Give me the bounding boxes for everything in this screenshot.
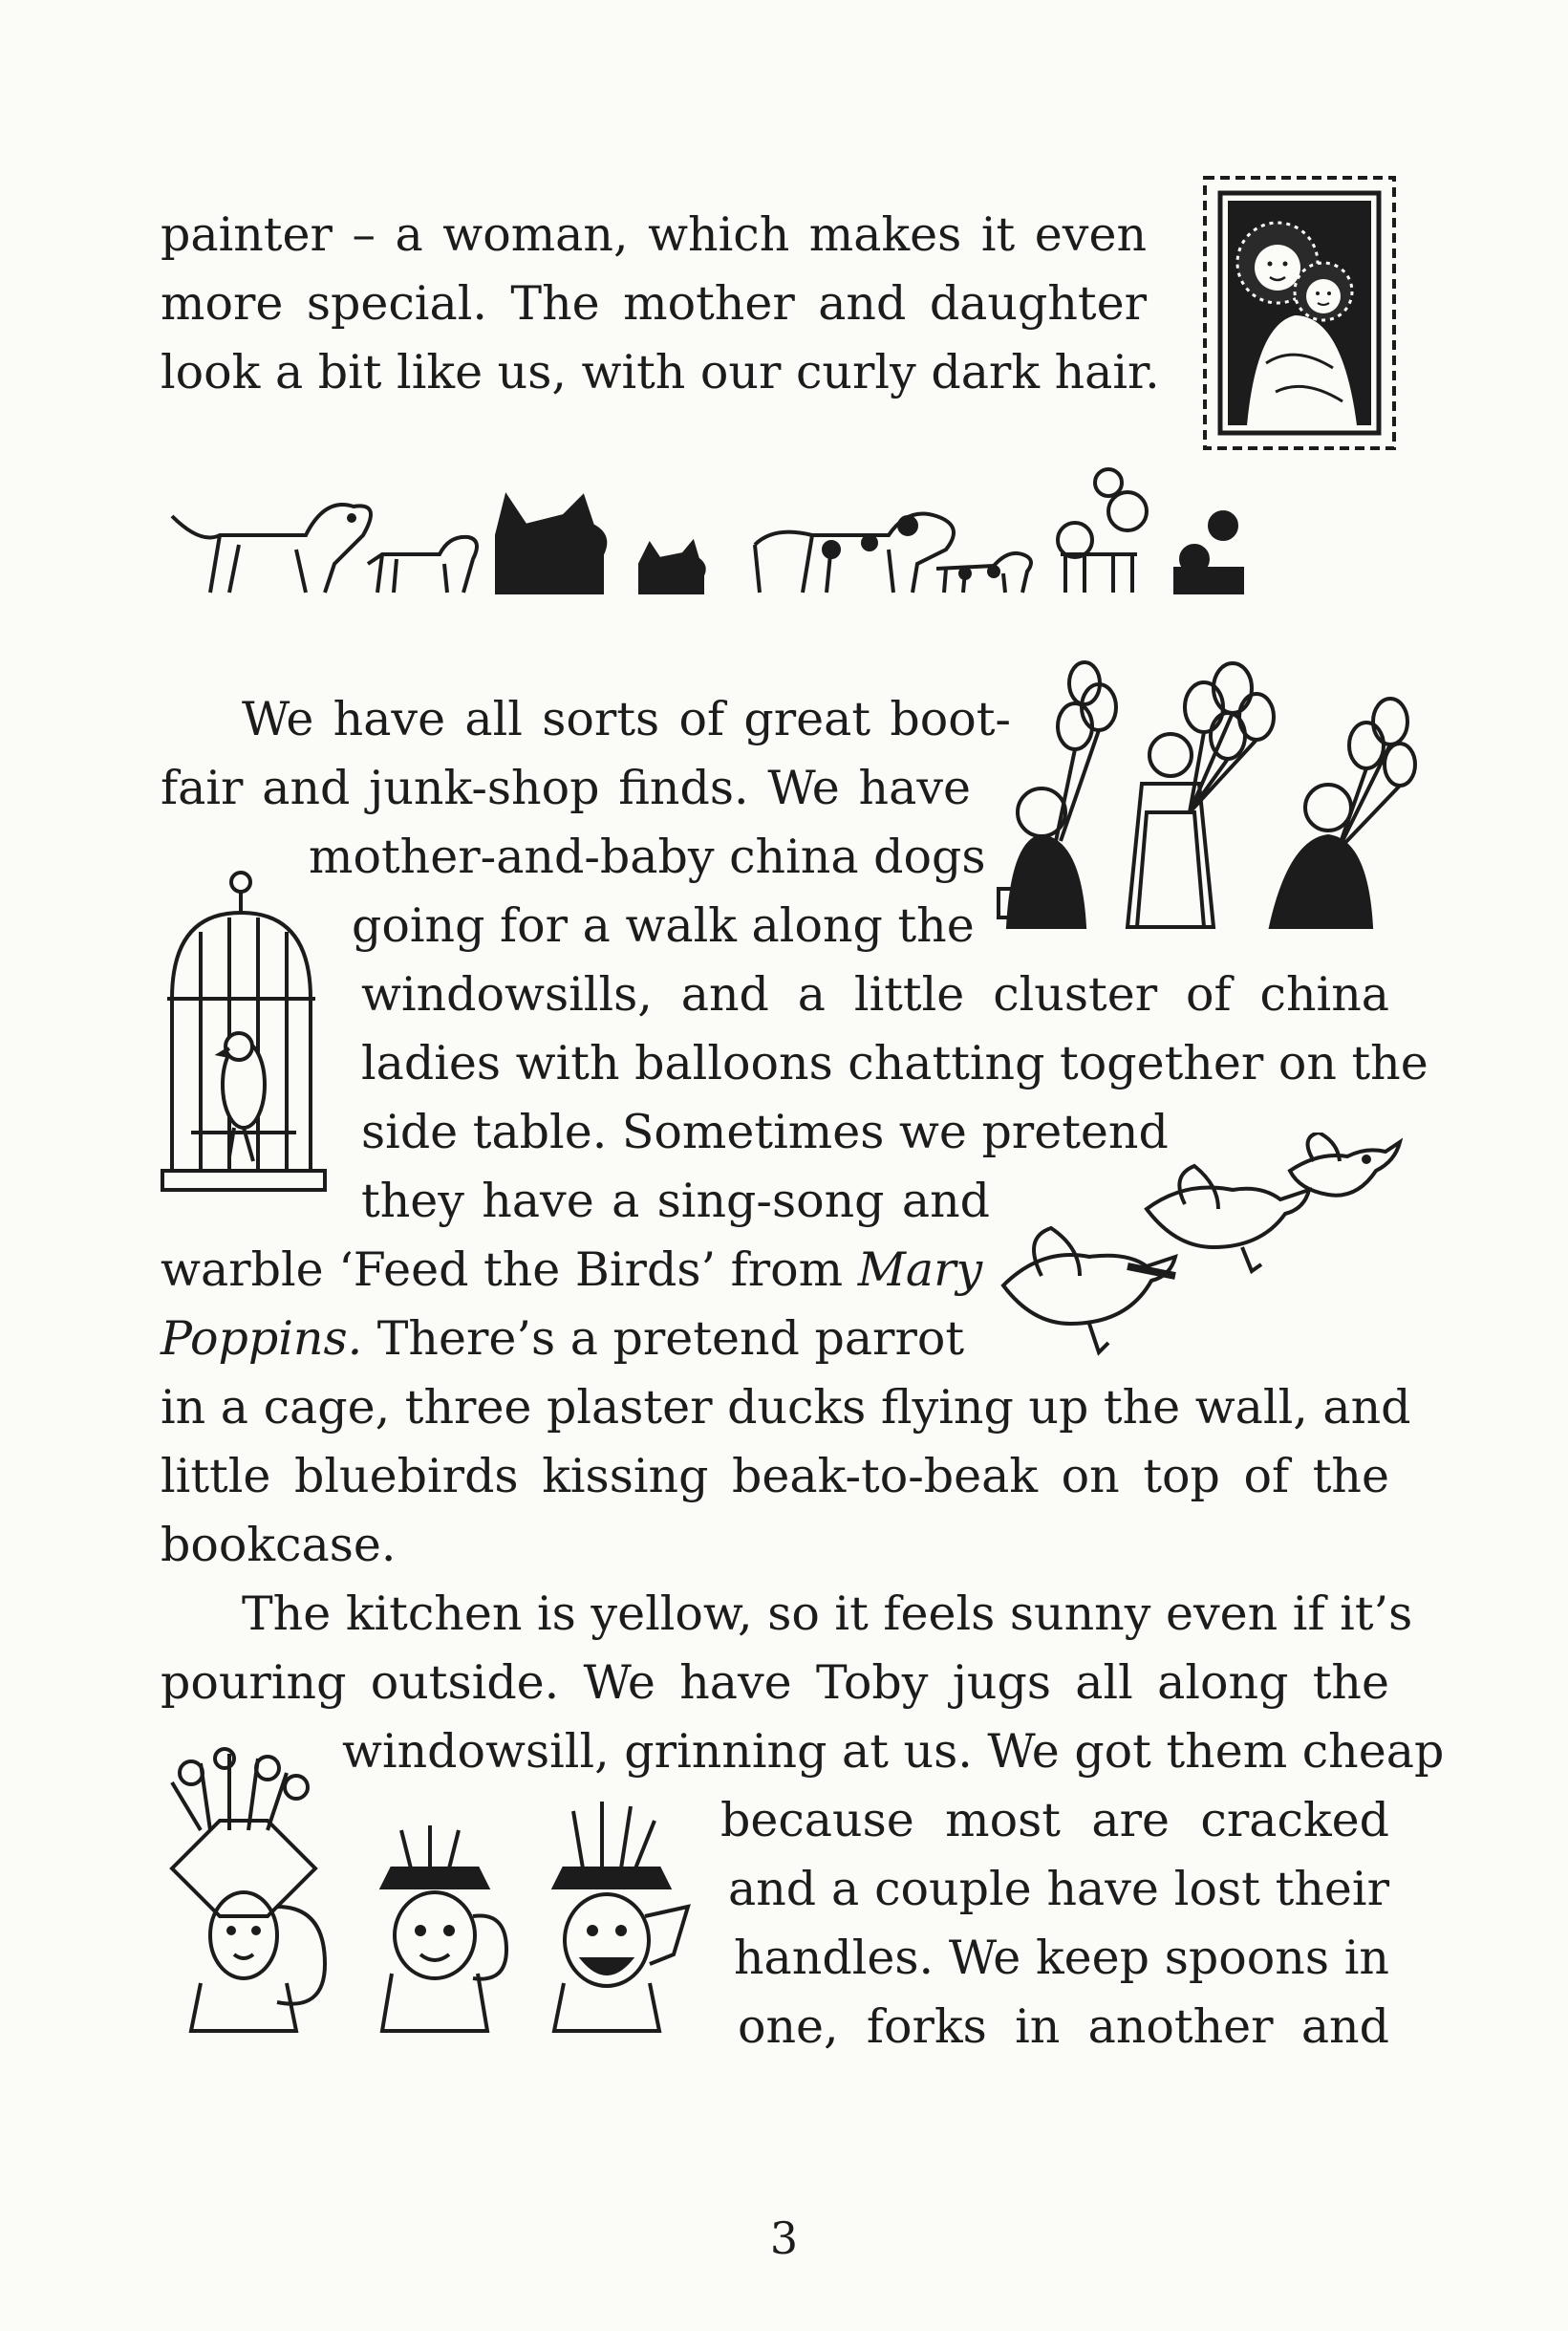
toby-jugs-icon <box>153 1744 698 2050</box>
text-line-16: bookcase. <box>161 1518 397 1572</box>
text-line-9: ladies with balloons chatting together on the <box>361 1036 1428 1090</box>
text-line-23: one, forks in another and <box>738 1999 1389 2054</box>
text-line-13-italic: Poppins. <box>161 1311 363 1366</box>
text-line-20: because most are cracked <box>720 1793 1389 1847</box>
text-line-3: look a bit like us, with our curly dark hair. <box>161 345 1160 399</box>
china-ladies-with-balloons-icon <box>984 650 1424 937</box>
text-line-5: fair and junk-shop finds. We have <box>161 761 971 815</box>
text-line-19: windowsill, grinning at us. We got them cheap <box>342 1724 1445 1779</box>
text-line-17: The kitchen is yellow, so it feels sunny even if it’s <box>242 1586 1413 1641</box>
text-line-13-roman: There’s a pretend parrot <box>376 1311 965 1366</box>
page-number: 3 <box>769 2212 799 2264</box>
text-line-7: going for a walk along the <box>352 898 975 953</box>
text-line-12-roman: warble ‘Feed the Birds’ from <box>161 1242 844 1297</box>
text-line-18: pouring outside. We have Toby jugs all along the <box>161 1655 1389 1710</box>
text-line-14: in a cage, three plaster ducks flying up the wall, and <box>161 1380 1411 1435</box>
text-line-13 <box>161 1309 964 1369</box>
text-line-12-italic: Mary <box>857 1242 983 1297</box>
parrot-in-cage-icon <box>153 865 334 1209</box>
text-line-2: more special. The mother and daughter <box>161 276 1147 331</box>
flying-ducks-icon <box>984 1133 1405 1376</box>
framed-portrait-mother-daughter-icon <box>1199 172 1400 454</box>
text-line-1: painter – a woman, which makes it even <box>161 207 1147 262</box>
text-line-12 <box>161 1241 982 1300</box>
text-line-8: windowsills, and a little cluster of china <box>361 967 1389 1022</box>
text-line-21: and a couple have lost their <box>728 1862 1389 1916</box>
text-line-11: they have a sing-song and <box>361 1174 990 1228</box>
text-line-10: side table. Sometimes we pretend <box>361 1105 1169 1159</box>
text-line-4: We have all sorts of great boot- <box>242 692 1011 746</box>
text-line-6: mother-and-baby china dogs <box>309 830 986 884</box>
text-line-22: handles. We keep spoons in <box>734 1931 1389 1985</box>
text-line-15: little bluebirds kissing beak-to-beak on top of the <box>161 1449 1389 1503</box>
row-of-china-dogs-icon <box>162 459 1309 621</box>
